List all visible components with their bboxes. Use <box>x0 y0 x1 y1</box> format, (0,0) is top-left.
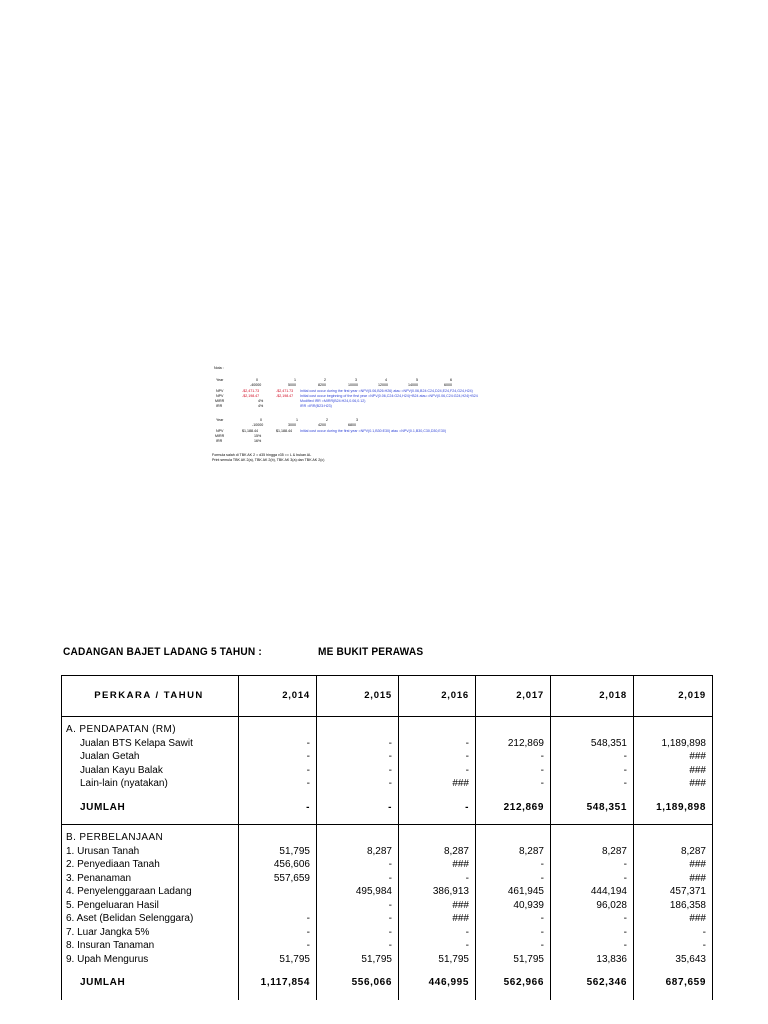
notes-block <box>212 364 542 468</box>
npv-value: -$2,471.73 <box>242 389 260 393</box>
formula-note: Formula salah di TBK AK 2 = d35 hingga v35 == L & bukan AL <box>212 453 312 457</box>
cell-value: - <box>317 737 399 751</box>
irr-label: IRR <box>216 404 223 408</box>
row-label: 5. Pengeluaran Hasil <box>62 899 239 913</box>
year-header: 2,014 <box>239 676 317 717</box>
row-label: Jualan Kayu Balak <box>62 764 239 778</box>
notes-label: Nota : <box>214 366 224 370</box>
cell-value: - <box>476 939 551 953</box>
cell-value: - <box>476 750 551 764</box>
mirr-formula: Modified IRR =MIRR(B24:H24,0.06,0.12) <box>300 399 366 403</box>
npv-formula: Initial cost occur during the first year =NPV(5.06,B26:H26) atau =NPV(0.06,B24:C24,D24,E24,F24,G24,H24) <box>300 389 473 393</box>
cell-value: - <box>399 737 476 751</box>
total-value: - <box>317 801 399 815</box>
irr-value: 16% <box>254 439 262 443</box>
cell-value: 186,358 <box>634 899 713 913</box>
cell-value: - <box>317 872 399 886</box>
total-value: - <box>399 801 476 815</box>
cell-value: - <box>317 777 399 791</box>
total-value: 562,346 <box>551 976 634 990</box>
cell-value: 212,869 <box>476 737 551 751</box>
cell-value: 444,194 <box>551 885 634 899</box>
section-title: A. PENDAPATAN (RM) <box>62 723 239 737</box>
year-header: 2,017 <box>476 676 551 717</box>
cell-value: 51,795 <box>239 845 317 859</box>
cash-value: -10000 <box>252 423 264 427</box>
total-value: 212,869 <box>476 801 551 815</box>
cell-value: - <box>239 750 317 764</box>
cell-value: 461,945 <box>476 885 551 899</box>
row-label: 9. Upah Mengurus <box>62 953 239 967</box>
cash-value: 4200 <box>318 423 326 427</box>
table-row <box>62 777 713 791</box>
total-value: 1,117,854 <box>239 976 317 990</box>
cell-value: - <box>551 912 634 926</box>
table-row <box>62 858 713 872</box>
total-label: JUMLAH <box>62 801 239 815</box>
npv-label: NPV <box>216 389 224 393</box>
cell-value: ### <box>634 750 713 764</box>
cell-value: - <box>476 912 551 926</box>
year-header: 2,019 <box>634 676 713 717</box>
table-row <box>62 912 713 926</box>
cell-value: - <box>551 777 634 791</box>
cell-value: 456,606 <box>239 858 317 872</box>
year-value: 3 <box>355 378 357 382</box>
cell-value: - <box>551 764 634 778</box>
table-row <box>62 885 713 899</box>
cell-value: - <box>551 750 634 764</box>
irr-value: 4% <box>258 404 264 408</box>
budget-title: CADANGAN BAJET LADANG 5 TAHUN : <box>63 646 262 658</box>
cell-value: 40,939 <box>476 899 551 913</box>
year-value: 1 <box>296 418 298 422</box>
cell-value: - <box>239 912 317 926</box>
budget-table <box>61 675 713 1000</box>
cell-value: 51,795 <box>239 953 317 967</box>
row-label: 3. Penanaman <box>62 872 239 886</box>
cell-value: - <box>551 872 634 886</box>
table-row <box>62 899 713 913</box>
table-row <box>62 953 713 967</box>
year-label: Year <box>216 378 224 382</box>
year-value: 2 <box>326 418 328 422</box>
cell-value: - <box>317 750 399 764</box>
cell-value: 495,984 <box>317 885 399 899</box>
cash-value: -40000 <box>250 383 262 387</box>
row-label: 6. Aset (Belidan Selenggara) <box>62 912 239 926</box>
row-label: Jualan BTS Kelapa Sawit <box>62 737 239 751</box>
cell-value: ### <box>634 912 713 926</box>
section-title-row <box>62 723 713 737</box>
total-value: 556,066 <box>317 976 399 990</box>
cell-value: 557,659 <box>239 872 317 886</box>
npv-formula: Initial cost occur during the first year =NPV(0.1,B30:E30) atau =NPV(0.1,B30,C30,D30,E30) <box>300 429 447 433</box>
npv-value: $1,188.44 <box>242 429 258 433</box>
cell-value: - <box>551 858 634 872</box>
year-value: 2 <box>324 378 326 382</box>
cash-value: 10000 <box>348 383 358 387</box>
cell-value: - <box>317 764 399 778</box>
cell-value: - <box>239 926 317 940</box>
row-label: Jualan Getah <box>62 750 239 764</box>
year-header: 2,015 <box>317 676 399 717</box>
cell-value: - <box>317 939 399 953</box>
cell-value: 8,287 <box>476 845 551 859</box>
table-row <box>62 939 713 953</box>
cell-value: 51,795 <box>317 953 399 967</box>
irr-label: IRR <box>216 439 223 443</box>
cell-value: - <box>239 764 317 778</box>
row-label: Lain-lain (nyatakan) <box>62 777 239 791</box>
cell-value: ### <box>399 777 476 791</box>
cash-value: 12000 <box>378 383 388 387</box>
table-row <box>62 872 713 886</box>
cell-value: - <box>634 939 713 953</box>
cell-value: - <box>634 926 713 940</box>
year-value: 4 <box>385 378 387 382</box>
cell-value: - <box>239 737 317 751</box>
total-value: 446,995 <box>399 976 476 990</box>
cell-value: - <box>317 912 399 926</box>
section-title-row <box>62 831 713 845</box>
table-row <box>62 737 713 751</box>
cell-value: 51,795 <box>476 953 551 967</box>
cell-value: 1,189,898 <box>634 737 713 751</box>
section-title: B. PERBELANJAAN <box>62 831 239 845</box>
year-header: 2,016 <box>399 676 476 717</box>
cell-value: 8,287 <box>634 845 713 859</box>
cell-value: ### <box>634 777 713 791</box>
cell-value: 8,287 <box>551 845 634 859</box>
cash-value: 6000 <box>444 383 452 387</box>
cell-value: - <box>399 872 476 886</box>
cash-value: 8200 <box>318 383 326 387</box>
year-label: Year <box>216 418 224 422</box>
total-row <box>62 976 713 990</box>
table-row <box>62 926 713 940</box>
cell-value: ### <box>634 872 713 886</box>
cell-value <box>239 885 317 899</box>
row-label: 8. Insuran Tanaman <box>62 939 239 953</box>
total-value: - <box>239 801 317 815</box>
cash-value: 3000 <box>288 423 296 427</box>
year-value: 5 <box>416 378 418 382</box>
cell-value: - <box>399 764 476 778</box>
cell-value: 386,913 <box>399 885 476 899</box>
cell-value: 8,287 <box>317 845 399 859</box>
total-value: 687,659 <box>634 976 713 990</box>
total-row <box>62 801 713 815</box>
irr-formula: IRR =IRR(B23:H23) <box>300 404 332 408</box>
npv-label: NPV <box>216 429 224 433</box>
cell-value: ### <box>399 899 476 913</box>
cell-value: - <box>476 858 551 872</box>
total-label: JUMLAH <box>62 976 239 990</box>
cell-value: - <box>476 926 551 940</box>
table-header-row <box>62 676 713 717</box>
table-row <box>62 845 713 859</box>
cell-value: - <box>399 926 476 940</box>
cell-value: 51,795 <box>399 953 476 967</box>
table-row <box>62 750 713 764</box>
cell-value: - <box>317 858 399 872</box>
npv-value: -$2,198.47 <box>276 394 294 398</box>
cell-value: - <box>239 777 317 791</box>
cell-value <box>239 899 317 913</box>
cell-value: - <box>476 872 551 886</box>
cell-value: 548,351 <box>551 737 634 751</box>
cell-value: - <box>476 777 551 791</box>
total-value: 548,351 <box>551 801 634 815</box>
cash-value: 6800 <box>348 423 356 427</box>
cell-value: - <box>239 939 317 953</box>
total-value: 1,189,898 <box>634 801 713 815</box>
npv-value: $1,188.44 <box>276 429 292 433</box>
npv-value: -$2,198.47 <box>242 394 260 398</box>
mirr-value: 15% <box>254 434 262 438</box>
cell-value: - <box>399 939 476 953</box>
cell-value: - <box>317 926 399 940</box>
estate-name: ME BUKIT PERAWAS <box>318 646 424 658</box>
mirr-label: MIRR <box>215 399 225 403</box>
npv-formula: Initial cost occur beginning of the first year =NPV(0.06,C24:G24,H24)+B24 atau =NPV(0.06,C24:G24,H24)+B24 <box>300 394 478 398</box>
npv-label: NPV <box>216 394 224 398</box>
cell-value: - <box>551 939 634 953</box>
cell-value: ### <box>634 858 713 872</box>
cash-value: 5000 <box>288 383 296 387</box>
row-label: 4. Penyelenggaraan Ladang <box>62 885 239 899</box>
cell-value: - <box>317 899 399 913</box>
cell-value: 8,287 <box>399 845 476 859</box>
npv-value: -$2,471.73 <box>276 389 294 393</box>
cell-value: ### <box>399 858 476 872</box>
year-value: 0 <box>256 378 258 382</box>
total-value: 562,966 <box>476 976 551 990</box>
print-note: Print semula TBK AK 2(a), TBK AK 2(b), TBK AK 3(a) dan TBK AK 2(c) <box>212 458 325 462</box>
year-value: 6 <box>450 378 452 382</box>
year-value: 1 <box>294 378 296 382</box>
cash-value: 14000 <box>408 383 418 387</box>
cell-value: - <box>399 750 476 764</box>
cell-value: ### <box>634 764 713 778</box>
cell-value: 35,643 <box>634 953 713 967</box>
cell-value: ### <box>399 912 476 926</box>
perkara-header: PERKARA / TAHUN <box>62 676 239 717</box>
row-label: 2. Penyediaan Tanah <box>62 858 239 872</box>
row-label: 1. Urusan Tanah <box>62 845 239 859</box>
mirr-label: MIRR <box>215 434 225 438</box>
row-label: 7. Luar Jangka 5% <box>62 926 239 940</box>
cell-value: 96,028 <box>551 899 634 913</box>
cell-value: - <box>551 926 634 940</box>
year-value: 3 <box>356 418 358 422</box>
year-header: 2,018 <box>551 676 634 717</box>
year-value: 0 <box>260 418 262 422</box>
cell-value: 457,371 <box>634 885 713 899</box>
table-row <box>62 764 713 778</box>
cell-value: - <box>476 764 551 778</box>
mirr-value: 4% <box>258 399 264 403</box>
cell-value: 13,836 <box>551 953 634 967</box>
